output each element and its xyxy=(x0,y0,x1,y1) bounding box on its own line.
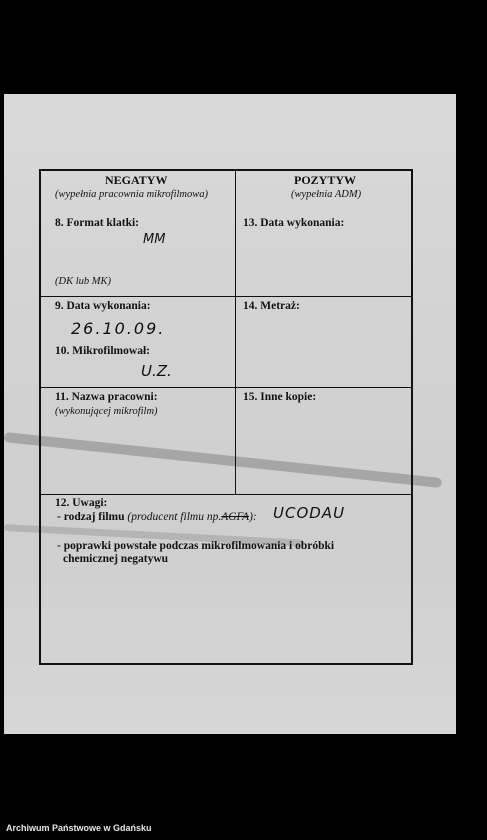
data-wykonania-13-label: 13. Data wykonania: xyxy=(243,217,345,229)
negatyw-title: NEGATYW xyxy=(105,173,168,187)
inne-kopie-label: 15. Inne kopie: xyxy=(243,391,317,403)
pozytyw-subtitle: (wypełnia ADM) xyxy=(291,189,362,200)
rodzaj-filmu-hint: (producent filmu np. xyxy=(127,511,222,523)
uwagi-line3: chemicznej negatywu xyxy=(63,553,169,565)
data-wykonania-9-label: 9. Data wykonania: xyxy=(55,300,151,312)
row-divider xyxy=(41,296,411,297)
rodzaj-filmu-struck: AGFA xyxy=(221,511,250,523)
rodzaj-filmu-end: ): xyxy=(249,511,257,523)
archive-footer: Archiwum Państwowe w Gdańsku xyxy=(6,823,152,833)
nazwa-pracowni-hint: (wykonującej mikrofilm) xyxy=(55,406,158,417)
row-divider xyxy=(41,494,411,495)
uwagi-line1 xyxy=(57,511,257,524)
pozytyw-title: POZYTYW xyxy=(294,173,357,187)
mikrofilmowal-value: U.Z. xyxy=(141,362,172,380)
uwagi-line2: - poprawki powstałe podczas mikrofilmowania i obróbki xyxy=(57,540,335,552)
rodzaj-filmu-value: UCODAU xyxy=(273,504,346,522)
format-klatki-label: 8. Format klatki: xyxy=(55,217,140,229)
row-divider xyxy=(41,387,411,388)
rodzaj-filmu-label: - rodzaj filmu xyxy=(57,511,125,523)
mikrofilmowal-label: 10. Mikrofilmował: xyxy=(55,345,150,357)
data-wykonania-9-value: 26.10.09. xyxy=(71,319,166,338)
format-klatki-value: MM xyxy=(143,232,166,247)
column-divider xyxy=(235,171,236,494)
nazwa-pracowni-label: 11. Nazwa pracowni: xyxy=(55,391,158,403)
record-form xyxy=(39,169,413,665)
negatyw-subtitle: (wypełnia pracownia mikrofilmowa) xyxy=(55,189,209,200)
format-klatki-hint: (DK lub MK) xyxy=(55,276,111,287)
metraz-label: 14. Metraż: xyxy=(243,300,300,312)
uwagi-label: 12. Uwagi: xyxy=(55,497,108,509)
